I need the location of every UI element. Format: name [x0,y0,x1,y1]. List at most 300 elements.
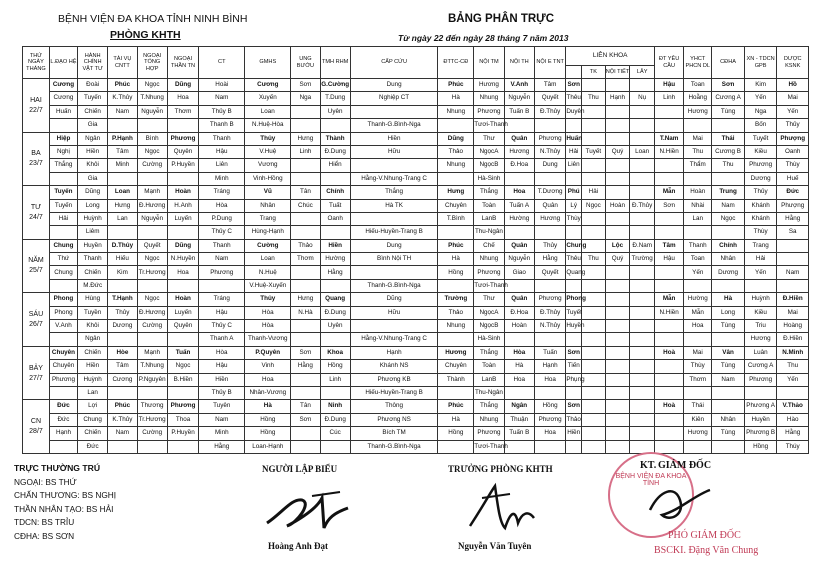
column-header: NGOẠI TỔNG HỢP [137,47,167,79]
cell: Xuyến [245,92,291,105]
cell: Thúy [777,440,809,453]
cell: Loan [630,145,655,158]
cell: Hòe [108,346,137,359]
cell: Tiến [566,360,582,373]
cell: Hương [474,79,504,92]
cell: Hà [438,253,474,266]
cell: Nhân [245,199,291,212]
cell: Thu [712,159,745,172]
cell [504,440,534,453]
cell [504,226,534,239]
cell [167,279,198,292]
cell: Gia [78,172,108,185]
cell: Phú [566,186,582,199]
cell [108,226,137,239]
cell: Vũ [245,186,291,199]
cell [291,427,320,440]
cell: Hà [245,400,291,413]
cell: Hưng [438,186,474,199]
day-cell [23,400,50,454]
cell: Chính [320,186,350,199]
cell: Dũng [350,293,438,306]
cell: Thứ [49,253,77,266]
cell [630,386,655,399]
cell: Phương KB [350,373,438,386]
cell: Nga [291,92,320,105]
cell: Vân [712,346,745,359]
column-header: TMH RHM [320,47,350,79]
cell [350,105,438,118]
cell: Hạnh [605,92,630,105]
table-row [23,346,809,359]
cell: Lan [684,212,712,225]
cell: Mai [777,92,809,105]
cell: Thêu [566,92,582,105]
cell: Lan [78,386,108,399]
cell: Thắng [474,186,504,199]
cell [630,279,655,292]
cell: Tr.Hương [137,413,167,426]
cell: Thủy [245,293,291,306]
cell: Hằng [534,253,565,266]
cell: Hiếu-Huyền-Trang B [350,386,438,399]
cell: Đức [49,400,77,413]
cell [582,386,606,399]
cell: Hoa [167,266,198,279]
cell: Quý [605,253,630,266]
cell: Tuyền [78,306,108,319]
cell [137,386,167,399]
table-row [23,440,809,453]
cell: Hải [582,186,606,199]
cell: Hoàn [684,186,712,199]
cell: Thanh-G.Bình-Nga [350,440,438,453]
cell: Hiển [320,159,350,172]
cell: Tâm [108,360,137,373]
cell: Thủy [108,306,137,319]
cell: Hậu [199,306,245,319]
cell: Dũng [78,186,108,199]
cell: Lý [566,199,582,212]
cell: Hữu [350,306,438,319]
cell: Nam [777,266,809,279]
cell: Đức [78,440,108,453]
cell: Hữu [350,145,438,158]
cell: Phương [167,400,198,413]
cell [655,172,684,185]
cell: Tuất [320,199,350,212]
cell [712,386,745,399]
cell [167,386,198,399]
cell: Khoa [320,346,350,359]
cell [320,386,350,399]
column-header: NỘI TM [474,47,504,79]
cell: Phương NS [350,413,438,426]
resident-duty-line: CĐHA: BS SƠN [14,530,75,541]
column-header: NỘI TH [504,47,534,79]
cell: Đ.Thủy [534,105,565,118]
cell: Toàn [474,360,504,373]
cell [744,279,777,292]
cell: Phong [49,293,77,306]
cell: Thành [320,132,350,145]
vice-director-name: BSCKI. Đặng Văn Chung [654,545,759,556]
cell: Phương [534,132,565,145]
cell: Phúc [438,400,474,413]
cell: Chuyên [438,360,474,373]
cell: Tùng [712,427,745,440]
cell: T.Nhung [137,92,167,105]
day-date: 25/7 [29,267,43,275]
cell: Hồng [245,413,291,426]
cell [605,373,630,386]
cell: Trang [744,239,777,252]
cell: Huyền [566,320,582,333]
cell: Nga [744,105,777,118]
cell: Hương [744,333,777,346]
table-row [23,293,809,306]
cell: Hiền [566,427,582,440]
cell: Hải [566,145,582,158]
day-label: HAI [30,96,42,104]
cell: Kiên [684,413,712,426]
maker-signature [262,478,352,538]
cell: Thêu [566,253,582,266]
cell: Hằng [777,212,809,225]
cell [167,226,198,239]
cell: Hào [777,413,809,426]
cell: Dung [350,79,438,92]
cell [684,333,712,346]
table-row [23,132,809,145]
cell [605,186,630,199]
cell: Phương [744,159,777,172]
cell [655,119,684,132]
cell: Tráng [199,293,245,306]
cell: Dung [534,159,565,172]
cell: T.Bình [438,212,474,225]
cell [582,373,606,386]
cell: Quân [504,239,534,252]
cell: Huỳnh [78,212,108,225]
cell: Tuấn [534,346,565,359]
cell: Tr.Hương [137,266,167,279]
cell: Bốn [744,119,777,132]
column-header: LIÊN KHOA [566,47,655,66]
cell: Nhung [438,159,474,172]
cell: Thơm [684,373,712,386]
cell: Hoa [167,92,198,105]
cell: Hồ [777,79,809,92]
cell [534,333,565,346]
cell: Hùng-Hạnh [245,226,291,239]
cell [137,226,167,239]
cell [630,346,655,359]
cell: T.Dương [534,186,565,199]
cell: Đ.Hương [137,306,167,319]
cell: Chế [474,239,504,252]
day-date: 27/7 [29,374,43,382]
cell: Hương [684,427,712,440]
cell: Đ.Dung [320,306,350,319]
day-cell [23,79,50,133]
table-row [23,279,809,292]
cell: P.Dung [199,212,245,225]
cell [655,440,684,453]
column-header: UNG BƯỚU [291,47,320,79]
cell: Nhung [438,320,474,333]
cell: Bích TM [350,427,438,440]
cell: T.Nhung [137,360,167,373]
cell: Đ.Thủy [630,199,655,212]
cell [712,400,745,413]
cell [49,172,77,185]
cell: Mạnh [137,346,167,359]
cell: Triu [744,320,777,333]
cell: Hiền [350,132,438,145]
cell [605,346,630,359]
cell: K.Thủy [108,92,137,105]
cell: Hằng [199,440,245,453]
cell: Thư [474,132,504,145]
cell: Dương [108,320,137,333]
cell: V.Huệ [245,145,291,158]
column-header: GMHS [245,47,291,79]
cell: LanB [474,373,504,386]
cell: Hoằng [684,92,712,105]
cell: Liêm [78,226,108,239]
cell: Tuấn B [504,427,534,440]
cell [291,212,320,225]
cell: Thu-Ngân [474,226,504,239]
cell [566,279,582,292]
cell [605,400,630,413]
cell: Minh [108,159,137,172]
table-row [23,320,809,333]
cell: Hạnh [534,360,565,373]
cell [582,333,606,346]
cell: Chúc [291,199,320,212]
cell: Chiến [78,266,108,279]
cell: N.Minh [777,346,809,359]
column-subheader: TK [582,66,606,79]
cell: Hiền [78,360,108,373]
cell: Tươi-Thanh [474,119,504,132]
cell: Mai [684,132,712,145]
cell [291,279,320,292]
cell [504,333,534,346]
cell: Nguyễn [504,253,534,266]
cell: Phương [474,266,504,279]
cell [655,373,684,386]
cell [582,279,606,292]
cell [684,279,712,292]
column-header: YHCT PHCN DL [684,47,712,79]
cell: Thủy [777,119,809,132]
cell: Huế [777,172,809,185]
stamp-text: BỆNH VIỆN ĐA KHOA TỈNH [615,473,687,487]
day-date: 23/7 [29,160,43,168]
cell: Hải [744,253,777,266]
table-row [23,105,809,118]
day-date: 24/7 [29,213,43,221]
cell: Tuyết [582,145,606,158]
cell: Sơn [291,79,320,92]
cell: Tâm [655,239,684,252]
cell [605,79,630,92]
cell: Nhân [712,413,745,426]
cell: Minh [199,427,245,440]
cell [582,105,606,118]
cell: Vinh-Hồng [245,172,291,185]
cell: Ngân [78,132,108,145]
cell [605,440,630,453]
cell: Quyết [137,239,167,252]
cell [291,373,320,386]
cell: V.Anh [49,320,77,333]
cell: Chiến [78,427,108,440]
table-row [23,145,809,158]
cell: Phong [566,293,582,306]
day-label: BA [31,150,41,158]
cell: Hồng [438,427,474,440]
cell [350,212,438,225]
cell: Hồng [320,360,350,373]
cell [582,212,606,225]
cell: Thảo [291,239,320,252]
cell: Quang [320,293,350,306]
cell [605,159,630,172]
cell: Phúc [438,239,474,252]
resident-duty-line: TDCN: BS TRỈU [14,517,75,528]
cell: Hoa [504,186,534,199]
cell: Oanh [320,212,350,225]
cell [108,172,137,185]
cell [320,226,350,239]
cell [582,159,606,172]
cell: Hà [504,360,534,373]
table-row [23,360,809,373]
cell: Hồng [438,266,474,279]
cell: Cương [245,79,291,92]
cell [777,239,809,252]
column-subheader: NỘI TIẾT [605,66,630,79]
table-row [23,253,809,266]
cell: Tráng [199,186,245,199]
cell: Phương [199,266,245,279]
cell: Vương [245,159,291,172]
cell [605,279,630,292]
cell: Cường [137,320,167,333]
cell [291,172,320,185]
cell [291,119,320,132]
cell: Hà-Sinh [474,333,504,346]
column-header: ĐTTC-CĐ [438,47,474,79]
column-header: XN - TDCN GPB [744,47,777,79]
cell: Đ.Hoa [504,306,534,319]
cell: Mai [684,346,712,359]
cell [684,119,712,132]
cell [49,440,77,453]
cell: V.Thảo [777,400,809,413]
cell: Ninh [320,400,350,413]
cell: Uyên [320,105,350,118]
day-label: NĂM [28,257,44,265]
cell: Quyết [534,92,565,105]
cell: Minh [199,172,245,185]
table-row [23,186,809,199]
table-row [23,119,809,132]
cell: Hoà [655,400,684,413]
cell: Thư [474,293,504,306]
cell: N.Huệ [245,266,291,279]
cell: Hải [49,212,77,225]
cell: Hường [504,212,534,225]
cell [655,105,684,118]
cell: Tuấn A [504,199,534,212]
cell: Hậu [655,79,684,92]
cell [630,293,655,306]
cell: Linh [655,92,684,105]
cell [655,320,684,333]
cell: Phong [49,306,77,319]
cell: Yến [744,92,777,105]
cell: Hoàn [605,199,630,212]
cell: Oanh [777,145,809,158]
cell [566,226,582,239]
cell: Hà TK [350,199,438,212]
cell: Hạnh [49,427,77,440]
table-row [23,427,809,440]
cell: Cương A [744,360,777,373]
cell [534,172,565,185]
cell [582,226,606,239]
cell: Hương [504,145,534,158]
cell [504,119,534,132]
cell [655,279,684,292]
cell: Nhân-Vương [245,386,291,399]
table-row [23,79,809,92]
cell: N.Hà [291,306,320,319]
cell: Loan [245,105,291,118]
cell [630,159,655,172]
cell [566,119,582,132]
cell [630,360,655,373]
page-title: BẢNG PHÂN TRỰC [448,13,555,25]
cell: Thơm [291,253,320,266]
cell: Phượng [777,132,809,145]
resident-duty-line: THẦN NHÂN TẠO: BS HẢI [14,503,114,514]
cell: Phượng [777,199,809,212]
cell: Sa [777,226,809,239]
cell: Sơn [712,79,745,92]
cell: Dương [744,172,777,185]
date-range: Từ ngày 22 đến ngày 28 tháng 7 năm 2013 [398,33,569,43]
cell: Lộc [605,239,630,252]
cell: Lợi [78,400,108,413]
cell: Huỳnh [744,293,777,306]
cell: Huấn [49,105,77,118]
table-row [23,239,809,252]
cell: Hoa [504,373,534,386]
cell [630,373,655,386]
cell: Thơm [167,105,198,118]
cell: Hùng [78,293,108,306]
cell: Nhân [712,253,745,266]
cell: Hoa [534,373,565,386]
cell: NgọcA [474,145,504,158]
cell [684,386,712,399]
